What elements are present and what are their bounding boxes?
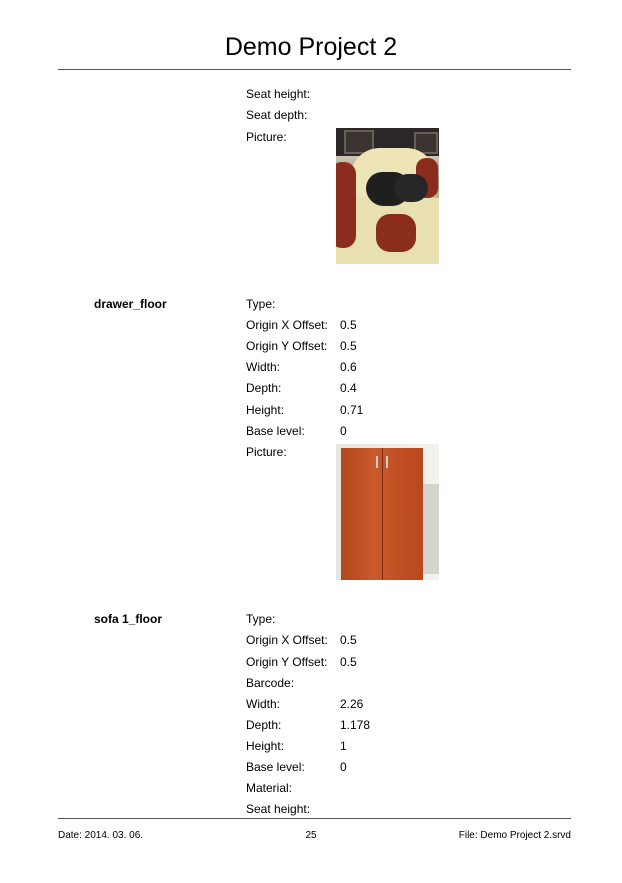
footer-page-number: 25 <box>305 830 317 841</box>
origin-y-value: 0.5 <box>340 339 357 353</box>
depth-label: Depth: <box>246 718 282 732</box>
seat-height-label: Seat height: <box>246 87 311 101</box>
item-name-drawer: drawer_floor <box>94 297 167 311</box>
picture-label: Picture: <box>246 130 287 144</box>
seat-depth-label: Seat depth: <box>246 108 308 122</box>
picture-label: Picture: <box>246 445 287 459</box>
height-label: Height: <box>246 739 285 753</box>
origin-x-value: 0.5 <box>340 318 357 332</box>
width-label: Width: <box>246 360 281 374</box>
base-level-value: 0 <box>340 424 347 438</box>
cabinet-photo <box>336 444 439 580</box>
origin-y-label: Origin Y Offset: <box>246 655 328 669</box>
footer-divider <box>58 818 571 819</box>
type-label: Type: <box>246 297 276 311</box>
footer-date: Date: 2014. 03. 06. <box>58 830 144 841</box>
height-label: Height: <box>246 403 285 417</box>
sofa-photo <box>336 128 439 264</box>
height-value: 1 <box>340 739 347 753</box>
base-level-label: Base level: <box>246 760 305 774</box>
material-label: Material: <box>246 781 293 795</box>
width-value: 0.6 <box>340 360 357 374</box>
footer-file: File: Demo Project 2.srvd <box>458 830 571 841</box>
height-value: 0.71 <box>340 403 364 417</box>
origin-x-label: Origin X Offset: <box>246 633 328 647</box>
base-level-value: 0 <box>340 760 347 774</box>
item-name-sofa: sofa 1_floor <box>94 612 163 626</box>
origin-x-value: 0.5 <box>340 633 357 647</box>
page-title: Demo Project 2 <box>224 33 398 61</box>
depth-label: Depth: <box>246 381 282 395</box>
width-value: 2.26 <box>340 697 364 711</box>
depth-value: 1.178 <box>340 718 371 732</box>
seat-height-label: Seat height: <box>246 802 311 816</box>
origin-y-label: Origin Y Offset: <box>246 339 328 353</box>
origin-y-value: 0.5 <box>340 655 357 669</box>
base-level-label: Base level: <box>246 424 305 438</box>
type-label: Type: <box>246 612 276 626</box>
width-label: Width: <box>246 697 281 711</box>
depth-value: 0.4 <box>340 381 357 395</box>
header-divider <box>58 69 571 70</box>
origin-x-label: Origin X Offset: <box>246 318 328 332</box>
barcode-label: Barcode: <box>246 676 295 690</box>
